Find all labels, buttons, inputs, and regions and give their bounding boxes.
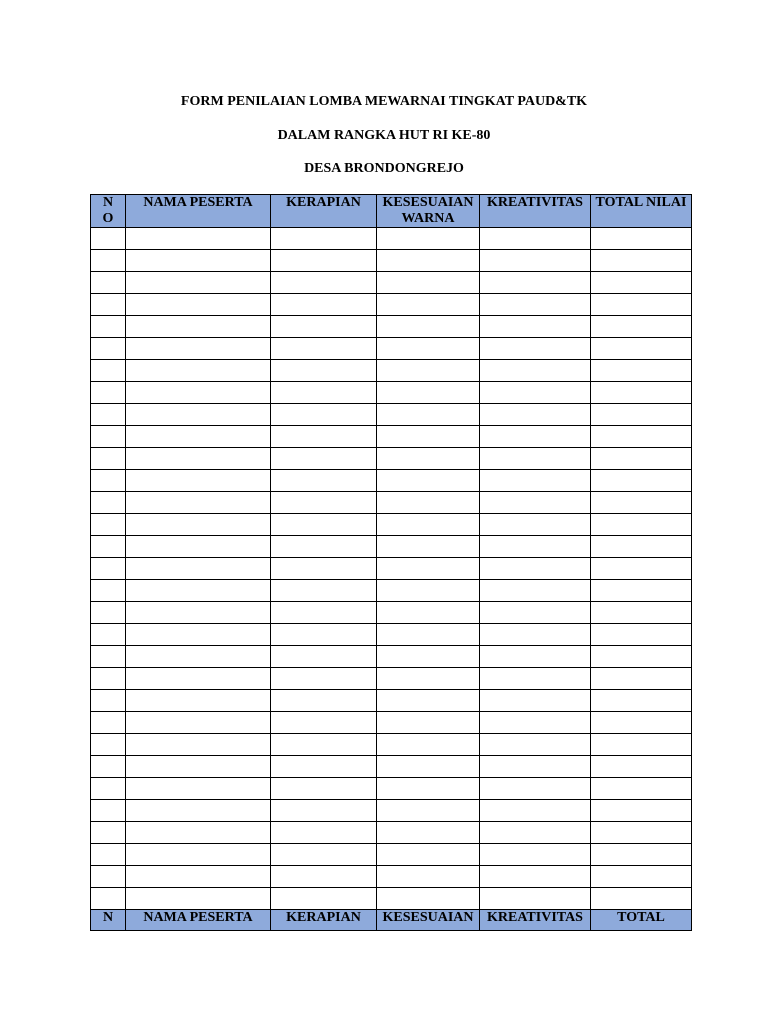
table-row (91, 470, 692, 492)
cell-kesesuaian-warna[interactable] (377, 756, 480, 778)
cell-nama-peserta[interactable] (126, 668, 271, 690)
cell-kesesuaian-warna[interactable] (377, 514, 480, 536)
cell-kreativitas[interactable] (480, 382, 591, 404)
table-row (91, 426, 692, 448)
footer-kreativitas: KREATIVITAS (480, 910, 591, 931)
table-row (91, 646, 692, 668)
cell-total-nilai[interactable] (591, 756, 692, 778)
cell-no[interactable] (91, 514, 126, 536)
table-row (91, 294, 692, 316)
cell-no[interactable] (91, 404, 126, 426)
cell-kreativitas[interactable] (480, 338, 591, 360)
cell-nama-peserta[interactable] (126, 888, 271, 910)
table-row (91, 734, 692, 756)
footer-nama-peserta: NAMA PESERTA (126, 910, 271, 931)
table-row (91, 756, 692, 778)
cell-kreativitas[interactable] (480, 624, 591, 646)
cell-kesesuaian-warna[interactable] (377, 272, 480, 294)
cell-total-nilai[interactable] (591, 294, 692, 316)
cell-total-nilai[interactable] (591, 470, 692, 492)
cell-total-nilai[interactable] (591, 514, 692, 536)
cell-kesesuaian-warna[interactable] (377, 888, 480, 910)
cell-kerapian[interactable] (271, 580, 377, 602)
cell-kesesuaian-warna[interactable] (377, 712, 480, 734)
cell-nama-peserta[interactable] (126, 514, 271, 536)
cell-nama-peserta[interactable] (126, 822, 271, 844)
cell-total-nilai[interactable] (591, 822, 692, 844)
table-row (91, 250, 692, 272)
cell-no[interactable] (91, 492, 126, 514)
cell-kesesuaian-warna[interactable] (377, 536, 480, 558)
cell-no[interactable] (91, 778, 126, 800)
cell-kreativitas[interactable] (480, 866, 591, 888)
cell-kerapian[interactable] (271, 426, 377, 448)
cell-kerapian[interactable] (271, 228, 377, 250)
cell-kerapian[interactable] (271, 492, 377, 514)
cell-kesesuaian-warna[interactable] (377, 294, 480, 316)
cell-total-nilai[interactable] (591, 580, 692, 602)
cell-kreativitas[interactable] (480, 250, 591, 272)
cell-no[interactable] (91, 338, 126, 360)
cell-kreativitas[interactable] (480, 514, 591, 536)
cell-kesesuaian-warna[interactable] (377, 338, 480, 360)
table-row (91, 514, 692, 536)
cell-kerapian[interactable] (271, 338, 377, 360)
cell-kerapian[interactable] (271, 448, 377, 470)
table-row (91, 492, 692, 514)
table-row (91, 624, 692, 646)
cell-total-nilai[interactable] (591, 338, 692, 360)
cell-no[interactable] (91, 888, 126, 910)
table-row (91, 690, 692, 712)
column-header-kreativitas: KREATIVITAS (480, 195, 591, 228)
cell-kerapian[interactable] (271, 514, 377, 536)
cell-total-nilai[interactable] (591, 800, 692, 822)
cell-kesesuaian-warna[interactable] (377, 360, 480, 382)
cell-no[interactable] (91, 250, 126, 272)
cell-kreativitas[interactable] (480, 360, 591, 382)
cell-nama-peserta[interactable] (126, 294, 271, 316)
cell-total-nilai[interactable] (591, 492, 692, 514)
cell-kreativitas[interactable] (480, 712, 591, 734)
cell-no[interactable] (91, 448, 126, 470)
cell-kerapian[interactable] (271, 822, 377, 844)
cell-kerapian[interactable] (271, 756, 377, 778)
cell-no[interactable] (91, 624, 126, 646)
cell-no[interactable] (91, 712, 126, 734)
cell-nama-peserta[interactable] (126, 250, 271, 272)
cell-kesesuaian-warna[interactable] (377, 668, 480, 690)
cell-kreativitas[interactable] (480, 294, 591, 316)
table-row (91, 228, 692, 250)
cell-total-nilai[interactable] (591, 690, 692, 712)
cell-kreativitas[interactable] (480, 426, 591, 448)
cell-no[interactable] (91, 734, 126, 756)
column-header-nama-peserta: NAMA PESERTA (126, 195, 271, 228)
cell-kesesuaian-warna[interactable] (377, 316, 480, 338)
cell-no[interactable] (91, 646, 126, 668)
table-row (91, 448, 692, 470)
cell-nama-peserta[interactable] (126, 690, 271, 712)
table-footer-row (91, 910, 692, 931)
cell-total-nilai[interactable] (591, 272, 692, 294)
table-row (91, 338, 692, 360)
cell-no[interactable] (91, 294, 126, 316)
cell-kesesuaian-warna[interactable] (377, 448, 480, 470)
cell-kreativitas[interactable] (480, 580, 591, 602)
cell-total-nilai[interactable] (591, 778, 692, 800)
cell-nama-peserta[interactable] (126, 536, 271, 558)
column-header-no: NO (91, 195, 126, 228)
cell-kesesuaian-warna[interactable] (377, 492, 480, 514)
cell-total-nilai[interactable] (591, 844, 692, 866)
cell-kreativitas[interactable] (480, 690, 591, 712)
cell-kesesuaian-warna[interactable] (377, 822, 480, 844)
cell-total-nilai[interactable] (591, 866, 692, 888)
cell-kerapian[interactable] (271, 800, 377, 822)
cell-kreativitas[interactable] (480, 316, 591, 338)
table-body (91, 228, 692, 910)
cell-kerapian[interactable] (271, 668, 377, 690)
cell-kerapian[interactable] (271, 316, 377, 338)
cell-nama-peserta[interactable] (126, 272, 271, 294)
cell-no[interactable] (91, 844, 126, 866)
cell-kreativitas[interactable] (480, 272, 591, 294)
cell-kerapian[interactable] (271, 470, 377, 492)
cell-kesesuaian-warna[interactable] (377, 382, 480, 404)
cell-kesesuaian-warna[interactable] (377, 580, 480, 602)
cell-no[interactable] (91, 360, 126, 382)
cell-total-nilai[interactable] (591, 382, 692, 404)
cell-kerapian[interactable] (271, 778, 377, 800)
cell-no[interactable] (91, 426, 126, 448)
cell-nama-peserta[interactable] (126, 866, 271, 888)
cell-total-nilai[interactable] (591, 228, 692, 250)
cell-nama-peserta[interactable] (126, 382, 271, 404)
cell-kreativitas[interactable] (480, 646, 591, 668)
cell-nama-peserta[interactable] (126, 734, 271, 756)
cell-nama-peserta[interactable] (126, 492, 271, 514)
cell-total-nilai[interactable] (591, 360, 692, 382)
cell-no[interactable] (91, 470, 126, 492)
cell-kerapian[interactable] (271, 272, 377, 294)
cell-kesesuaian-warna[interactable] (377, 624, 480, 646)
cell-nama-peserta[interactable] (126, 756, 271, 778)
cell-kreativitas[interactable] (480, 470, 591, 492)
cell-nama-peserta[interactable] (126, 624, 271, 646)
cell-nama-peserta[interactable] (126, 316, 271, 338)
table-row (91, 844, 692, 866)
cell-kreativitas[interactable] (480, 602, 591, 624)
cell-total-nilai[interactable] (591, 426, 692, 448)
cell-kreativitas[interactable] (480, 756, 591, 778)
cell-kreativitas[interactable] (480, 822, 591, 844)
cell-kesesuaian-warna[interactable] (377, 646, 480, 668)
cell-kerapian[interactable] (271, 888, 377, 910)
column-header-kesesuaian-warna: KESESUAIAN WARNA (377, 195, 480, 228)
cell-nama-peserta[interactable] (126, 404, 271, 426)
footer-total: TOTAL (591, 910, 692, 931)
cell-nama-peserta[interactable] (126, 426, 271, 448)
cell-nama-peserta[interactable] (126, 338, 271, 360)
cell-nama-peserta[interactable] (126, 470, 271, 492)
cell-total-nilai[interactable] (591, 734, 692, 756)
table-row (91, 404, 692, 426)
cell-kreativitas[interactable] (480, 536, 591, 558)
cell-kerapian[interactable] (271, 404, 377, 426)
cell-nama-peserta[interactable] (126, 360, 271, 382)
table-row (91, 866, 692, 888)
cell-no[interactable] (91, 668, 126, 690)
cell-total-nilai[interactable] (591, 712, 692, 734)
table-row (91, 272, 692, 294)
footer-no: N (91, 910, 126, 931)
cell-no[interactable] (91, 580, 126, 602)
cell-nama-peserta[interactable] (126, 844, 271, 866)
cell-kerapian[interactable] (271, 646, 377, 668)
cell-kreativitas[interactable] (480, 448, 591, 470)
cell-kesesuaian-warna[interactable] (377, 228, 480, 250)
cell-kerapian[interactable] (271, 294, 377, 316)
cell-nama-peserta[interactable] (126, 602, 271, 624)
cell-nama-peserta[interactable] (126, 580, 271, 602)
cell-kesesuaian-warna[interactable] (377, 250, 480, 272)
cell-kesesuaian-warna[interactable] (377, 866, 480, 888)
table-row (91, 778, 692, 800)
cell-no[interactable] (91, 800, 126, 822)
cell-no[interactable] (91, 316, 126, 338)
table-row (91, 712, 692, 734)
cell-total-nilai[interactable] (591, 536, 692, 558)
cell-kerapian[interactable] (271, 866, 377, 888)
cell-kerapian[interactable] (271, 558, 377, 580)
table-row (91, 360, 692, 382)
table-row (91, 602, 692, 624)
score-table (90, 194, 692, 931)
cell-no[interactable] (91, 272, 126, 294)
cell-kerapian[interactable] (271, 536, 377, 558)
footer-kerapian: KERAPIAN (271, 910, 377, 931)
cell-kreativitas[interactable] (480, 844, 591, 866)
cell-kesesuaian-warna[interactable] (377, 778, 480, 800)
table-row (91, 316, 692, 338)
cell-kreativitas[interactable] (480, 778, 591, 800)
cell-no[interactable] (91, 602, 126, 624)
cell-no[interactable] (91, 558, 126, 580)
cell-no[interactable] (91, 228, 126, 250)
table-row (91, 668, 692, 690)
table-row (91, 800, 692, 822)
cell-nama-peserta[interactable] (126, 448, 271, 470)
form-subtitle-event: DALAM RANGKA HUT RI KE-80 (277, 128, 491, 143)
cell-kreativitas[interactable] (480, 558, 591, 580)
cell-kerapian[interactable] (271, 690, 377, 712)
cell-kerapian[interactable] (271, 250, 377, 272)
cell-kesesuaian-warna[interactable] (377, 558, 480, 580)
cell-nama-peserta[interactable] (126, 800, 271, 822)
cell-nama-peserta[interactable] (126, 228, 271, 250)
cell-no[interactable] (91, 536, 126, 558)
table-header-row (91, 195, 692, 228)
cell-total-nilai[interactable] (591, 558, 692, 580)
cell-nama-peserta[interactable] (126, 778, 271, 800)
cell-no[interactable] (91, 822, 126, 844)
cell-total-nilai[interactable] (591, 646, 692, 668)
table-row (91, 382, 692, 404)
cell-nama-peserta[interactable] (126, 558, 271, 580)
cell-kesesuaian-warna[interactable] (377, 426, 480, 448)
cell-total-nilai[interactable] (591, 624, 692, 646)
cell-kerapian[interactable] (271, 624, 377, 646)
footer-kesesuaian: KESESUAIAN (377, 910, 480, 931)
cell-total-nilai[interactable] (591, 404, 692, 426)
cell-kreativitas[interactable] (480, 492, 591, 514)
cell-no[interactable] (91, 866, 126, 888)
cell-nama-peserta[interactable] (126, 712, 271, 734)
cell-kreativitas[interactable] (480, 800, 591, 822)
table-row (91, 558, 692, 580)
table-row (91, 888, 692, 910)
cell-total-nilai[interactable] (591, 250, 692, 272)
cell-total-nilai[interactable] (591, 668, 692, 690)
cell-nama-peserta[interactable] (126, 646, 271, 668)
cell-kesesuaian-warna[interactable] (377, 800, 480, 822)
cell-kesesuaian-warna[interactable] (377, 844, 480, 866)
cell-kreativitas[interactable] (480, 404, 591, 426)
cell-no[interactable] (91, 756, 126, 778)
column-header-kerapian: KERAPIAN (271, 195, 377, 228)
cell-kesesuaian-warna[interactable] (377, 470, 480, 492)
cell-kreativitas[interactable] (480, 734, 591, 756)
table-row (91, 822, 692, 844)
cell-kerapian[interactable] (271, 360, 377, 382)
cell-no[interactable] (91, 382, 126, 404)
cell-kerapian[interactable] (271, 712, 377, 734)
cell-kerapian[interactable] (271, 382, 377, 404)
cell-kesesuaian-warna[interactable] (377, 602, 480, 624)
cell-kerapian[interactable] (271, 734, 377, 756)
cell-kreativitas[interactable] (480, 888, 591, 910)
cell-no[interactable] (91, 690, 126, 712)
cell-kreativitas[interactable] (480, 668, 591, 690)
table-row (91, 536, 692, 558)
cell-total-nilai[interactable] (591, 602, 692, 624)
cell-kesesuaian-warna[interactable] (377, 404, 480, 426)
cell-total-nilai[interactable] (591, 888, 692, 910)
form-title: FORM PENILAIAN LOMBA MEWARNAI TINGKAT PAUD&TK (180, 94, 588, 109)
table-row (91, 580, 692, 602)
form-subtitle-village: DESA BRONDONGREJO (304, 161, 464, 176)
column-header-total-nilai: TOTAL NILAI (591, 195, 692, 228)
cell-total-nilai[interactable] (591, 316, 692, 338)
cell-kerapian[interactable] (271, 602, 377, 624)
cell-kreativitas[interactable] (480, 228, 591, 250)
cell-kesesuaian-warna[interactable] (377, 734, 480, 756)
cell-kesesuaian-warna[interactable] (377, 690, 480, 712)
cell-total-nilai[interactable] (591, 448, 692, 470)
cell-kerapian[interactable] (271, 844, 377, 866)
